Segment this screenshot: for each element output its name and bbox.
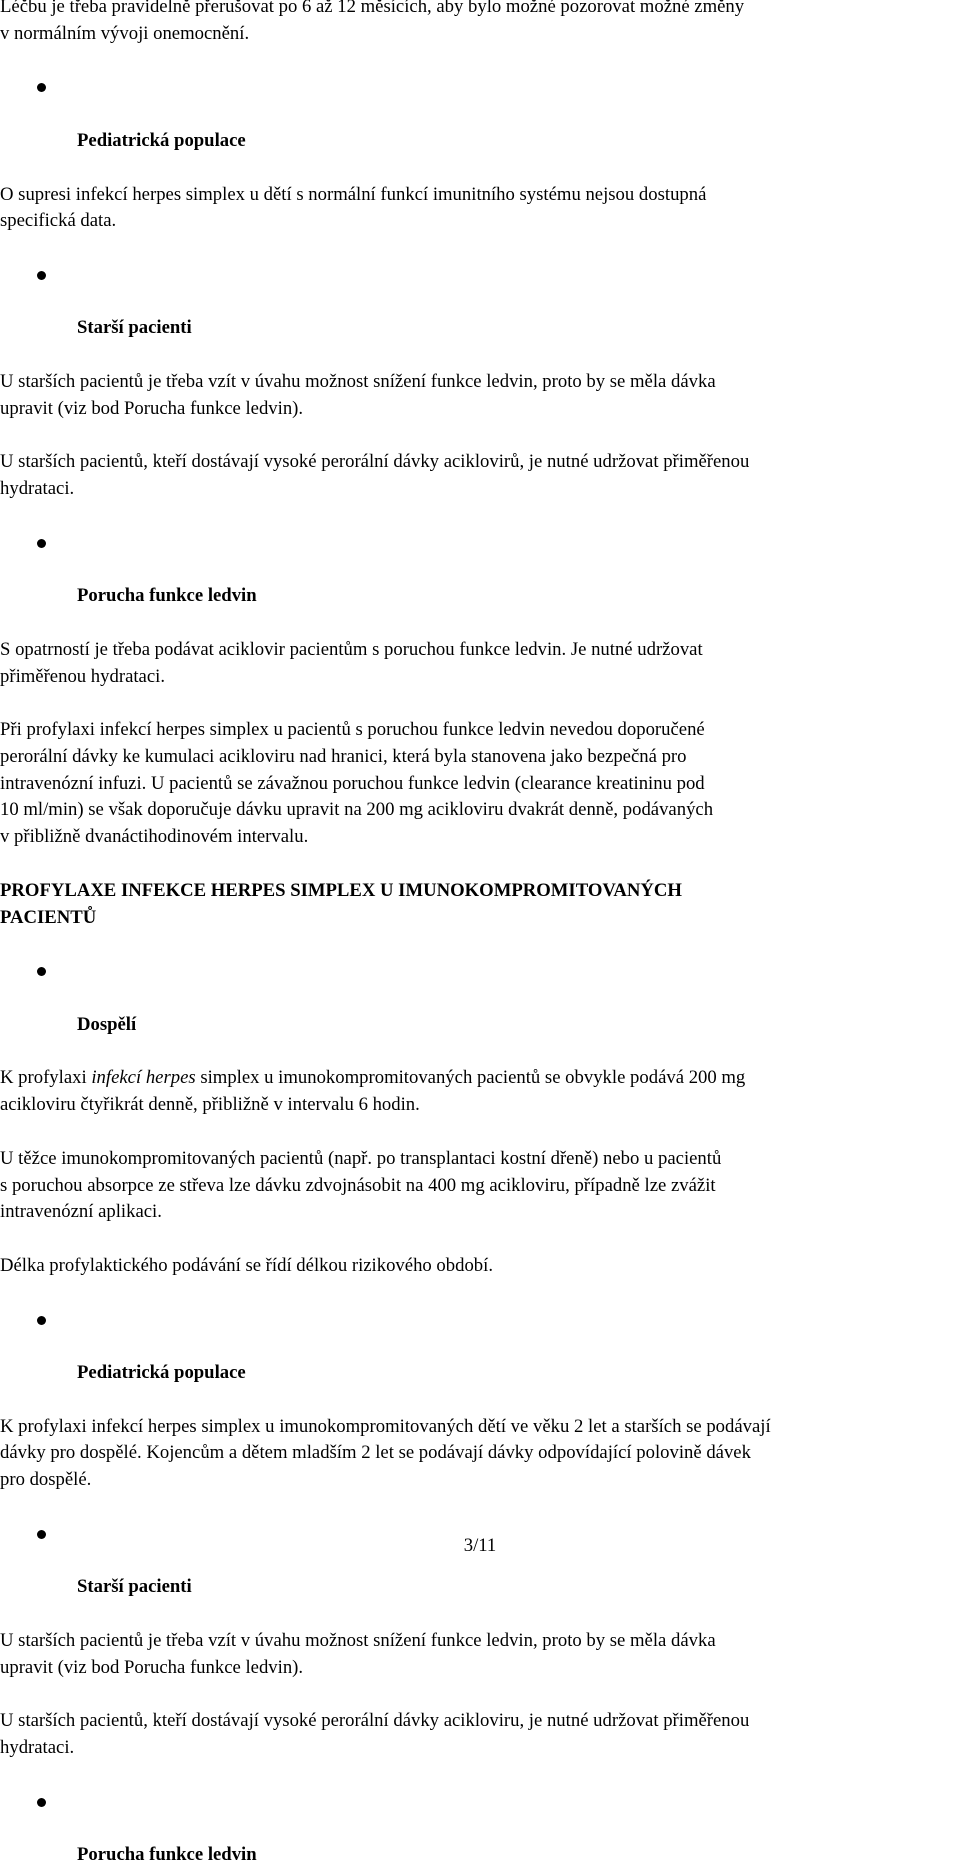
paragraph-renal-prophylaxis: Při profylaxi infekcí herpes simplex u pacientů s poruchou funkce ledvin nevedou doporučené perorální dávky ke kumulaci acikloviru nad hranici, která byla stanovena jako bezpečná pro intravenózní infuzi. U pacientů se závažnou poruchou funkce ledvin (clearance kreatininu pod 10 ml/min) se však doporučuje dávku upravit na 200 mg acikloviru dvakrát denně, podávaných v přibližně dvanáctihodinovém intervalu. [0,719,714,848]
text-run: K profylaxi [0,1067,92,1089]
subheading-renal-impairment-2 [0,1789,960,1869]
subheading-renal-impairment [0,530,960,610]
paragraph-treatment-interruption: Léčbu je třeba pravidelně přerušovat po 6 až 12 měsících, aby bylo možné pozorovat možné změny v normálním vývoji onemocnění. [0,0,745,44]
paragraph-prophylaxis-duration: Délka profylaktického podávání se řídí délkou rizikového období. [0,1254,494,1276]
subheading-adults [0,958,960,1038]
section-heading-immunocompromised: PROFYLAXE INFEKCE HERPES SIMPLEX U IMUNOKOMPROMITOVANÝCH PACIENTŮ [0,879,682,928]
italic-text-run: infekcí herpes [91,1067,196,1089]
bullet-icon [37,271,46,280]
subheading-label: Starší pacienti [77,317,192,339]
paragraph-adult-prophylaxis [0,1065,960,1118]
subheading-label: Starší pacienti [77,1576,192,1598]
bullet-icon [37,539,46,548]
subheading-elderly-patients [0,262,960,342]
paragraph-elderly-hydration-2: U starších pacientů, kteří dostávají vysoké perorální dávky acikloviru, je nutné udržovat přiměřenou hydrataci. [0,1710,750,1759]
bullet-icon [37,1316,46,1325]
page-number: 3/11 [463,1535,497,1556]
paragraph-elderly-hydration: U starších pacientů, kteří dostávají vysoké perorální dávky aciklovirů, je nutné udržovat přiměřenou hydrataci. [0,451,750,500]
bullet-icon [37,83,46,92]
subheading-pediatric-population [0,74,960,154]
text-run: simplex u imunokompromitovaných pacientů se obvykle podává 200 mg acikloviru čtyřikrát denně, přibližně v intervalu 6 hodin. [0,1067,746,1116]
subheading-label: Dospělí [77,1013,137,1035]
paragraph-elderly-renal: U starších pacientů je třeba vzít v úvahu možnost snížení funkce ledvin, proto by se měla dávka upravit (viz bod Porucha funkce ledvin). [0,371,716,419]
subheading-label: Pediatrická populace [77,129,246,151]
subheading-label: Porucha funkce ledvin [77,1844,257,1866]
paragraph-severe-immunocompromised: U těžce imunokompromitovaných pacientů (např. po transplantaci kostní dřeně) nebo u pacientů s poruchou absorpce ze střeva lze dávku zdvojnásobit na 400 mg acikloviru, případně lze zvážit intravenózní aplikaci. [0,1147,722,1223]
paragraph-elderly-renal-2: U starších pacientů je třeba vzít v úvahu možnost snížení funkce ledvin, proto by se měla dávka upravit (viz bod Porucha funkce ledvin). [0,1629,716,1678]
subheading-label: Porucha funkce ledvin [77,585,257,607]
bullet-icon [37,1798,46,1807]
bullet-icon [37,967,46,976]
paragraph-pediatric-suppression: O supresi infekcí herpes simplex u dětí s normální funkcí imunitního systému nejsou dostupná specifická data. [0,183,707,232]
subheading-pediatric-population-2 [0,1307,960,1387]
subheading-label: Pediatrická populace [77,1362,246,1384]
paragraph-pediatric-dosing: K profylaxi infekcí herpes simplex u imunokompromitovaných dětí ve věku 2 let a starších se podávají dávky pro dospělé. Kojencům a dětem mladším 2 let se podávají dávky odpovídající polovině dávek pro dospělé. [0,1415,771,1491]
paragraph-renal-caution: S opatrností je třeba podávat aciklovir pacientům s poruchou funkce ledvin. Je nutné udržovat přiměřenou hydrataci. [0,638,703,687]
